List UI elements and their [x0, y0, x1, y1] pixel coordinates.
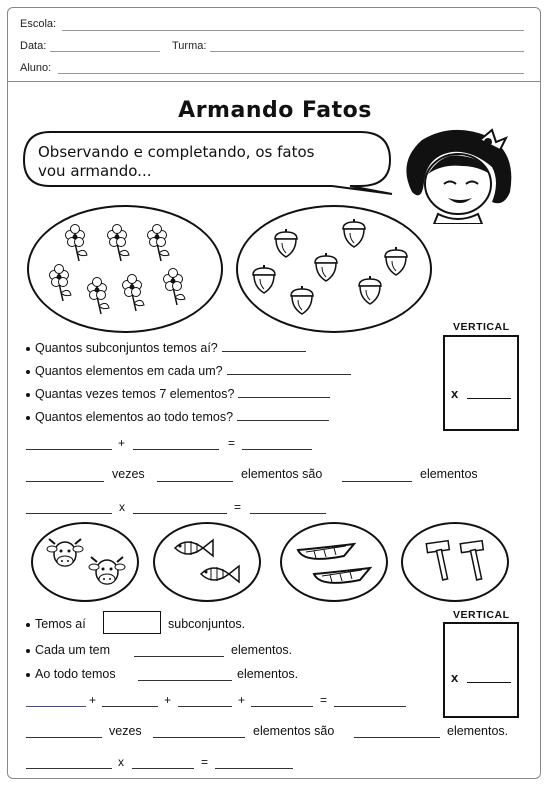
aluno-field[interactable] — [58, 73, 524, 74]
sum2-blank-1[interactable] — [26, 706, 86, 707]
question-elementos-cada — [26, 364, 351, 378]
data-label: Data: — [20, 40, 47, 52]
sum2-result-blank[interactable] — [334, 706, 406, 707]
turma-label: Turma: — [172, 40, 207, 52]
subconjuntos-text: subconjuntos. — [168, 617, 246, 631]
sum2-blank-3[interactable] — [178, 706, 232, 707]
mult-blank-2[interactable] — [133, 513, 227, 514]
mult-blank-1[interactable] — [26, 513, 112, 514]
vertical-label-2: VERTICAL — [453, 609, 510, 621]
vertical-label: VERTICAL — [453, 321, 510, 333]
question-text: Quantos subconjuntos temos aí? — [35, 341, 218, 355]
question-text: Quantas vezes temos 7 elementos? — [35, 387, 235, 401]
answer-blank-3[interactable] — [238, 397, 330, 398]
vezes2-blank-2[interactable] — [153, 737, 245, 738]
times-sign-2: x — [118, 755, 124, 769]
vertical-times-sign-2: x — [451, 670, 459, 685]
vezes-text-2: vezes — [109, 724, 142, 738]
equals-sign-2: = — [234, 500, 242, 514]
answer-blank-1[interactable] — [222, 351, 306, 352]
fish-icon — [153, 522, 261, 602]
elementos-text-2: elementos. — [231, 643, 293, 657]
bullet — [26, 416, 30, 420]
escola-field[interactable] — [62, 30, 524, 31]
question-text: Quantos elementos ao todo temos? — [35, 410, 234, 424]
vezes-text: vezes — [112, 467, 145, 481]
question-quantas-vezes — [26, 387, 330, 401]
bullet — [26, 393, 30, 397]
ao-todo-blank[interactable] — [138, 680, 232, 681]
times-sign: x — [119, 500, 125, 514]
speech-line-1: Observando e completando, os fatos — [38, 143, 315, 161]
flower-icon — [27, 205, 223, 333]
ao-todo-line — [26, 667, 116, 681]
elementos-sao-text: elementos são — [241, 467, 323, 481]
question-text: Quantos elementos em cada um? — [35, 364, 223, 378]
mult2-result-blank[interactable] — [215, 768, 293, 769]
page-title: Armando Fatos — [178, 98, 372, 123]
plus-sign-2b: + — [164, 693, 172, 707]
acorn-icon — [236, 205, 432, 333]
plus-sign-2c: + — [238, 693, 246, 707]
bullet — [26, 370, 30, 374]
sum2-blank-4[interactable] — [251, 706, 313, 707]
hammer-icon — [401, 522, 509, 602]
sum-blank-2[interactable] — [133, 449, 219, 450]
equals-sign-3: = — [320, 693, 328, 707]
vezes-blank-3[interactable] — [342, 481, 412, 482]
header-divider — [7, 81, 541, 82]
elementos-end-text: elementos. — [447, 724, 509, 738]
vertical-times-sign: x — [451, 386, 459, 401]
temos-ai-text: Temos aí — [35, 617, 86, 631]
question-subconjuntos — [26, 341, 306, 355]
vertical-answer-line[interactable] — [467, 398, 511, 399]
vezes-blank-2[interactable] — [157, 481, 233, 482]
vertical-answer-line-2[interactable] — [467, 682, 511, 683]
aluno-label: Aluno: — [20, 62, 52, 74]
subconjuntos-answer-box[interactable] — [103, 611, 161, 634]
temos-ai-line — [26, 617, 86, 631]
question-elementos-todo — [26, 410, 329, 424]
plus-sign: + — [118, 436, 126, 450]
vertical-box[interactable] — [443, 335, 519, 431]
vezes2-blank-1[interactable] — [26, 737, 102, 738]
equals-sign-4: = — [201, 755, 209, 769]
plus-sign-2a: + — [89, 693, 97, 707]
cada-um-text: Cada um tem — [35, 643, 111, 657]
ao-todo-text: Ao todo temos — [35, 667, 116, 681]
speech-text — [38, 143, 314, 181]
elementos-text: elementos — [420, 467, 478, 481]
data-field[interactable] — [50, 51, 160, 52]
bullet — [26, 347, 30, 351]
elementos-text-3: elementos. — [237, 667, 299, 681]
mult-result-blank[interactable] — [250, 513, 326, 514]
mult2-blank-2[interactable] — [132, 768, 194, 769]
bullet — [26, 673, 30, 677]
mult2-blank-1[interactable] — [26, 768, 112, 769]
answer-blank-4[interactable] — [237, 420, 329, 421]
sum2-blank-2[interactable] — [102, 706, 158, 707]
bullet — [26, 623, 30, 627]
turma-field[interactable] — [210, 51, 524, 52]
elementos-sao-text-2: elementos são — [253, 724, 335, 738]
equals-sign: = — [228, 436, 236, 450]
cada-um-blank[interactable] — [134, 656, 224, 657]
cada-um-line — [26, 643, 110, 657]
speech-line-2: vou armando... — [38, 162, 152, 180]
vezes-blank-1[interactable] — [26, 481, 104, 482]
bullet — [26, 649, 30, 653]
cow-icon — [31, 522, 139, 602]
boat-icon — [280, 522, 388, 602]
answer-blank-2[interactable] — [227, 374, 351, 375]
vezes2-blank-3[interactable] — [354, 737, 440, 738]
sum-result-blank[interactable] — [242, 449, 312, 450]
escola-label: Escola: — [20, 18, 57, 30]
sum-blank-1[interactable] — [26, 449, 112, 450]
